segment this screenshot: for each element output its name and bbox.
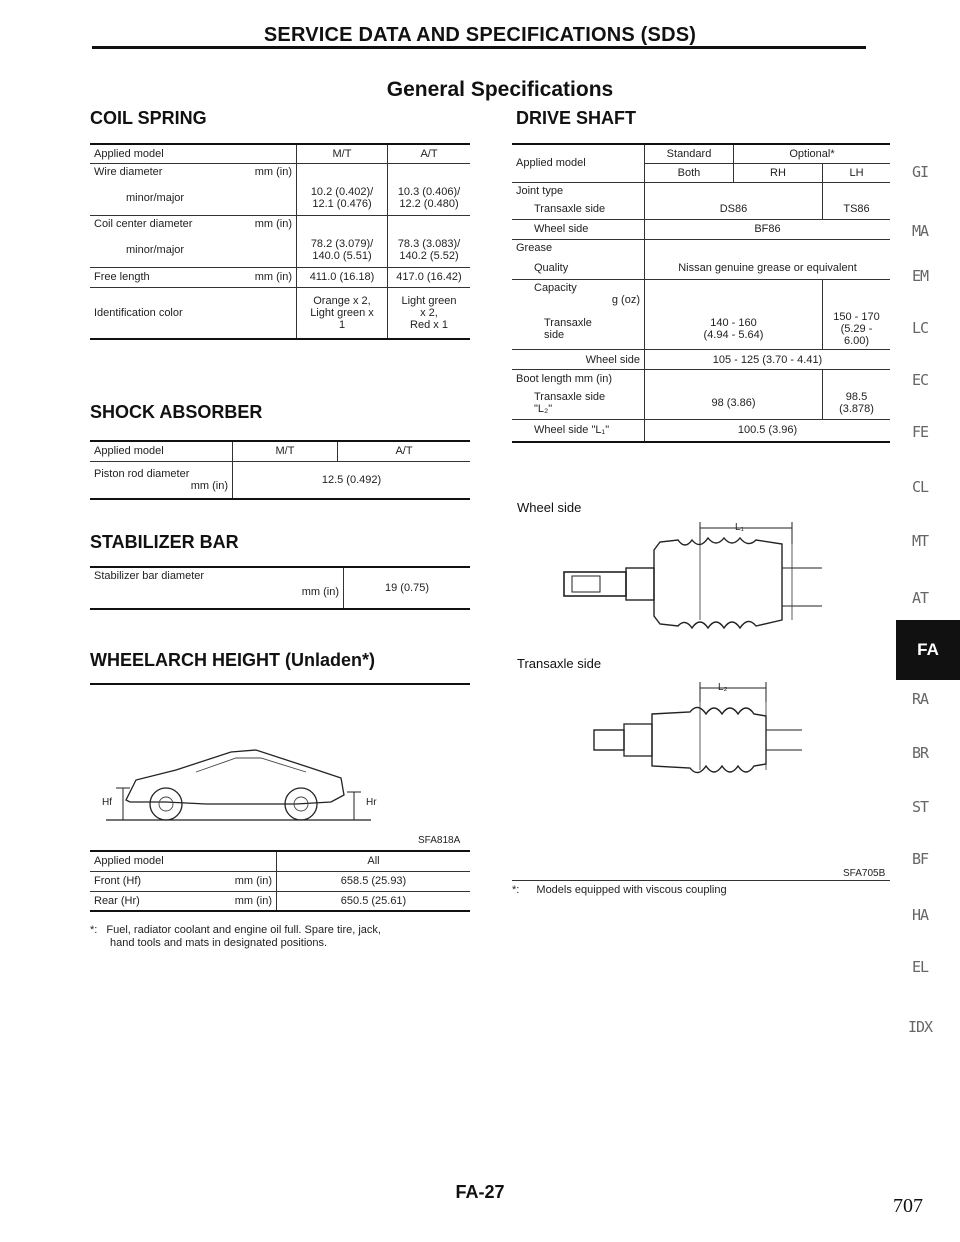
boot-trans-1: Transaxle side <box>534 391 606 404</box>
shock-absorber-table <box>90 440 470 500</box>
coil-unit: mm (in) <box>254 218 292 231</box>
wire-at-1: 10.3 (0.406)/ <box>397 185 461 198</box>
optional: Optional* <box>734 144 891 163</box>
transaxle-side-joint-diagram <box>590 680 820 790</box>
drive-shaft-title: DRIVE SHAFT <box>516 108 637 128</box>
bf86: BF86 <box>645 219 891 239</box>
coil-spring-table <box>90 143 470 340</box>
cap-std-2: (4.94 - 5.64) <box>703 329 764 341</box>
id-at-3: Red x 1 <box>410 318 448 331</box>
transaxle-side: Transaxle side <box>534 202 606 215</box>
side-tab-lc[interactable]: LC <box>911 319 929 337</box>
boot-length: Boot length mm (in) <box>512 370 645 388</box>
id-mt-2: Light green x <box>310 306 374 319</box>
quality-value: Nissan genuine grease or equivalent <box>645 257 891 279</box>
coil-spring-title: COIL SPRING <box>90 108 207 128</box>
free-mt: 411.0 (16.18) <box>297 267 388 287</box>
hf-label: Hf <box>102 797 112 808</box>
side-tab-cl[interactable]: CL <box>911 478 929 496</box>
car-side-diagram <box>96 740 396 830</box>
side-tab-bf[interactable]: BF <box>911 850 929 868</box>
side-tab-idx[interactable]: IDX <box>907 1018 933 1036</box>
side-tab-gi[interactable]: GI <box>911 163 929 181</box>
drive-shaft-footnote-rule <box>512 880 890 881</box>
coil-mt-1: 78.2 (3.079)/ <box>310 237 374 250</box>
piston-value: 12.5 (0.492) <box>233 461 471 499</box>
piston-label: Piston rod diameter <box>94 467 190 480</box>
cap-opt-2: (5.29 - 6.00) <box>840 323 873 347</box>
coil-at-1: 78.3 (3.083)/ <box>397 237 461 250</box>
quality: Quality <box>534 261 569 274</box>
id-mt-1: Orange x 2, <box>313 294 371 307</box>
capacity: Capacity <box>534 282 577 295</box>
ts86: TS86 <box>823 199 891 219</box>
side-tab-ec[interactable]: EC <box>911 371 929 389</box>
lh: LH <box>823 163 891 182</box>
boot-wheel: 100.5 (3.96) <box>645 420 891 442</box>
rh: RH <box>734 163 823 182</box>
wire-unit: mm (in) <box>254 166 292 179</box>
transaxle-2: side <box>544 329 565 341</box>
stabilizer-value: 19 (0.75) <box>344 567 471 609</box>
front-label: Front (Hf) <box>94 875 142 887</box>
id-mt-3: 1 <box>338 318 346 331</box>
joint-type: Joint type <box>512 182 645 199</box>
stabilizer-unit: mm (in) <box>301 586 339 598</box>
col-at: A/T <box>338 441 471 461</box>
boot-opt: 98.5 (3.878) <box>823 388 891 420</box>
rear-unit: mm (in) <box>234 894 272 907</box>
wheelarch-title: WHEELARCH HEIGHT (Unladen*) <box>90 650 375 670</box>
wheelarch-fig-code: SFA818A <box>418 835 461 846</box>
col-mt: M/T <box>297 144 388 163</box>
wire-mt-2: 12.1 (0.476) <box>312 197 372 210</box>
footnote-line-1: Fuel, radiator coolant and engine oil full. Spare tire, jack, <box>106 924 381 936</box>
side-tab-br[interactable]: BR <box>911 744 929 762</box>
page-code: FA-27 <box>455 1182 505 1202</box>
col-label: Applied model <box>90 851 277 871</box>
side-tab-mt[interactable]: MT <box>911 532 929 550</box>
boot-wheel-label: Wheel side "L₁" <box>512 420 645 442</box>
boot-trans-2: "L₂" <box>534 403 553 416</box>
footnote-text: Models equipped with viscous coupling <box>536 884 727 896</box>
wire-at-2: 12.2 (0.480) <box>399 197 459 210</box>
piston-unit: mm (in) <box>190 479 228 492</box>
fig-l2: L₂ <box>718 682 728 693</box>
col-mt: M/T <box>233 441 338 461</box>
stabilizer-bar-title: STABILIZER BAR <box>90 532 239 552</box>
cap-wheel: 105 - 125 (3.70 - 4.41) <box>645 350 891 370</box>
wheelarch-rule <box>90 683 470 685</box>
both: Both <box>645 163 734 182</box>
cap-opt-1: 150 - 170 <box>833 311 880 323</box>
footnote-mark: *: <box>90 924 98 936</box>
col-label: Applied model <box>90 144 297 163</box>
free-at: 417.0 (16.42) <box>388 267 471 287</box>
wheelarch-table <box>90 850 470 912</box>
stabilizer-bar-table <box>90 566 470 610</box>
wheel-side-joint-diagram <box>560 520 830 645</box>
coil-at-2: 140.2 (5.52) <box>399 249 459 262</box>
coil-label: Coil center diameter <box>94 218 193 231</box>
page-header: SERVICE DATA AND SPECIFICATIONS (SDS) <box>263 24 697 46</box>
free-label: Free length <box>94 271 150 283</box>
header-rule <box>92 46 866 49</box>
stabilizer-label: Stabilizer bar diameter <box>94 570 205 582</box>
wheelarch-footnote <box>90 924 470 950</box>
front-unit: mm (in) <box>234 875 272 887</box>
wheel-side: Wheel side <box>512 219 645 239</box>
rear-label: Rear (Hr) <box>94 894 140 907</box>
side-tab-el[interactable]: EL <box>911 958 929 976</box>
side-tab-fa[interactable]: FA <box>896 620 960 680</box>
fig-transaxle-side: Transaxle side <box>517 656 602 671</box>
fig-wheel-side: Wheel side <box>517 500 582 515</box>
col-all: All <box>277 851 471 871</box>
ds86: DS86 <box>645 199 823 219</box>
side-tab-ma[interactable]: MA <box>911 222 929 240</box>
col-at: A/T <box>388 144 471 163</box>
id-at-2: x 2, <box>420 306 438 319</box>
coil-mt-2: 140.0 (5.51) <box>312 249 372 262</box>
grease: Grease <box>512 239 645 257</box>
cap-std-1: 140 - 160 <box>710 317 757 329</box>
coil-sub: minor/major <box>126 243 185 256</box>
hr-label: Hr <box>366 797 377 808</box>
footnote-mark: *: <box>512 884 520 896</box>
id-label: Identification color <box>90 287 297 339</box>
footnote-line-2: hand tools and mats in designated positions. <box>110 937 328 949</box>
transaxle-1: Transaxle <box>544 317 592 329</box>
side-tab-st[interactable]: ST <box>911 798 929 816</box>
side-tab-ra[interactable]: RA <box>911 690 929 708</box>
wire-label: Wire diameter <box>94 166 163 179</box>
page-number: 707 <box>893 1195 923 1217</box>
drive-shaft-footnote <box>512 884 727 897</box>
capacity-unit: g (oz) <box>611 294 640 307</box>
drive-shaft-table <box>512 143 890 443</box>
side-tab-ha[interactable]: HA <box>911 906 929 924</box>
fig-l1: L₁ <box>735 522 744 533</box>
side-tab-fe[interactable]: FE <box>911 423 929 441</box>
shock-absorber-title: SHOCK ABSORBER <box>90 402 263 422</box>
free-unit: mm (in) <box>254 271 292 283</box>
section-subtitle: General Specifications <box>386 78 614 101</box>
id-at-1: Light green <box>401 294 457 307</box>
side-tab-em[interactable]: EM <box>911 267 929 285</box>
drive-shaft-fig-code: SFA705B <box>843 868 886 879</box>
standard: Standard <box>645 144 734 163</box>
applied-model: Applied model <box>512 144 645 182</box>
boot-std: 98 (3.86) <box>645 388 823 420</box>
wheel-side-cap: Wheel side <box>512 350 645 370</box>
side-tab-at[interactable]: AT <box>911 589 929 607</box>
wire-mt-1: 10.2 (0.402)/ <box>310 185 374 198</box>
wire-sub: minor/major <box>126 191 185 204</box>
front-value: 658.5 (25.93) <box>277 871 471 891</box>
rear-value: 650.5 (25.61) <box>277 891 471 911</box>
col-label: Applied model <box>90 441 233 461</box>
